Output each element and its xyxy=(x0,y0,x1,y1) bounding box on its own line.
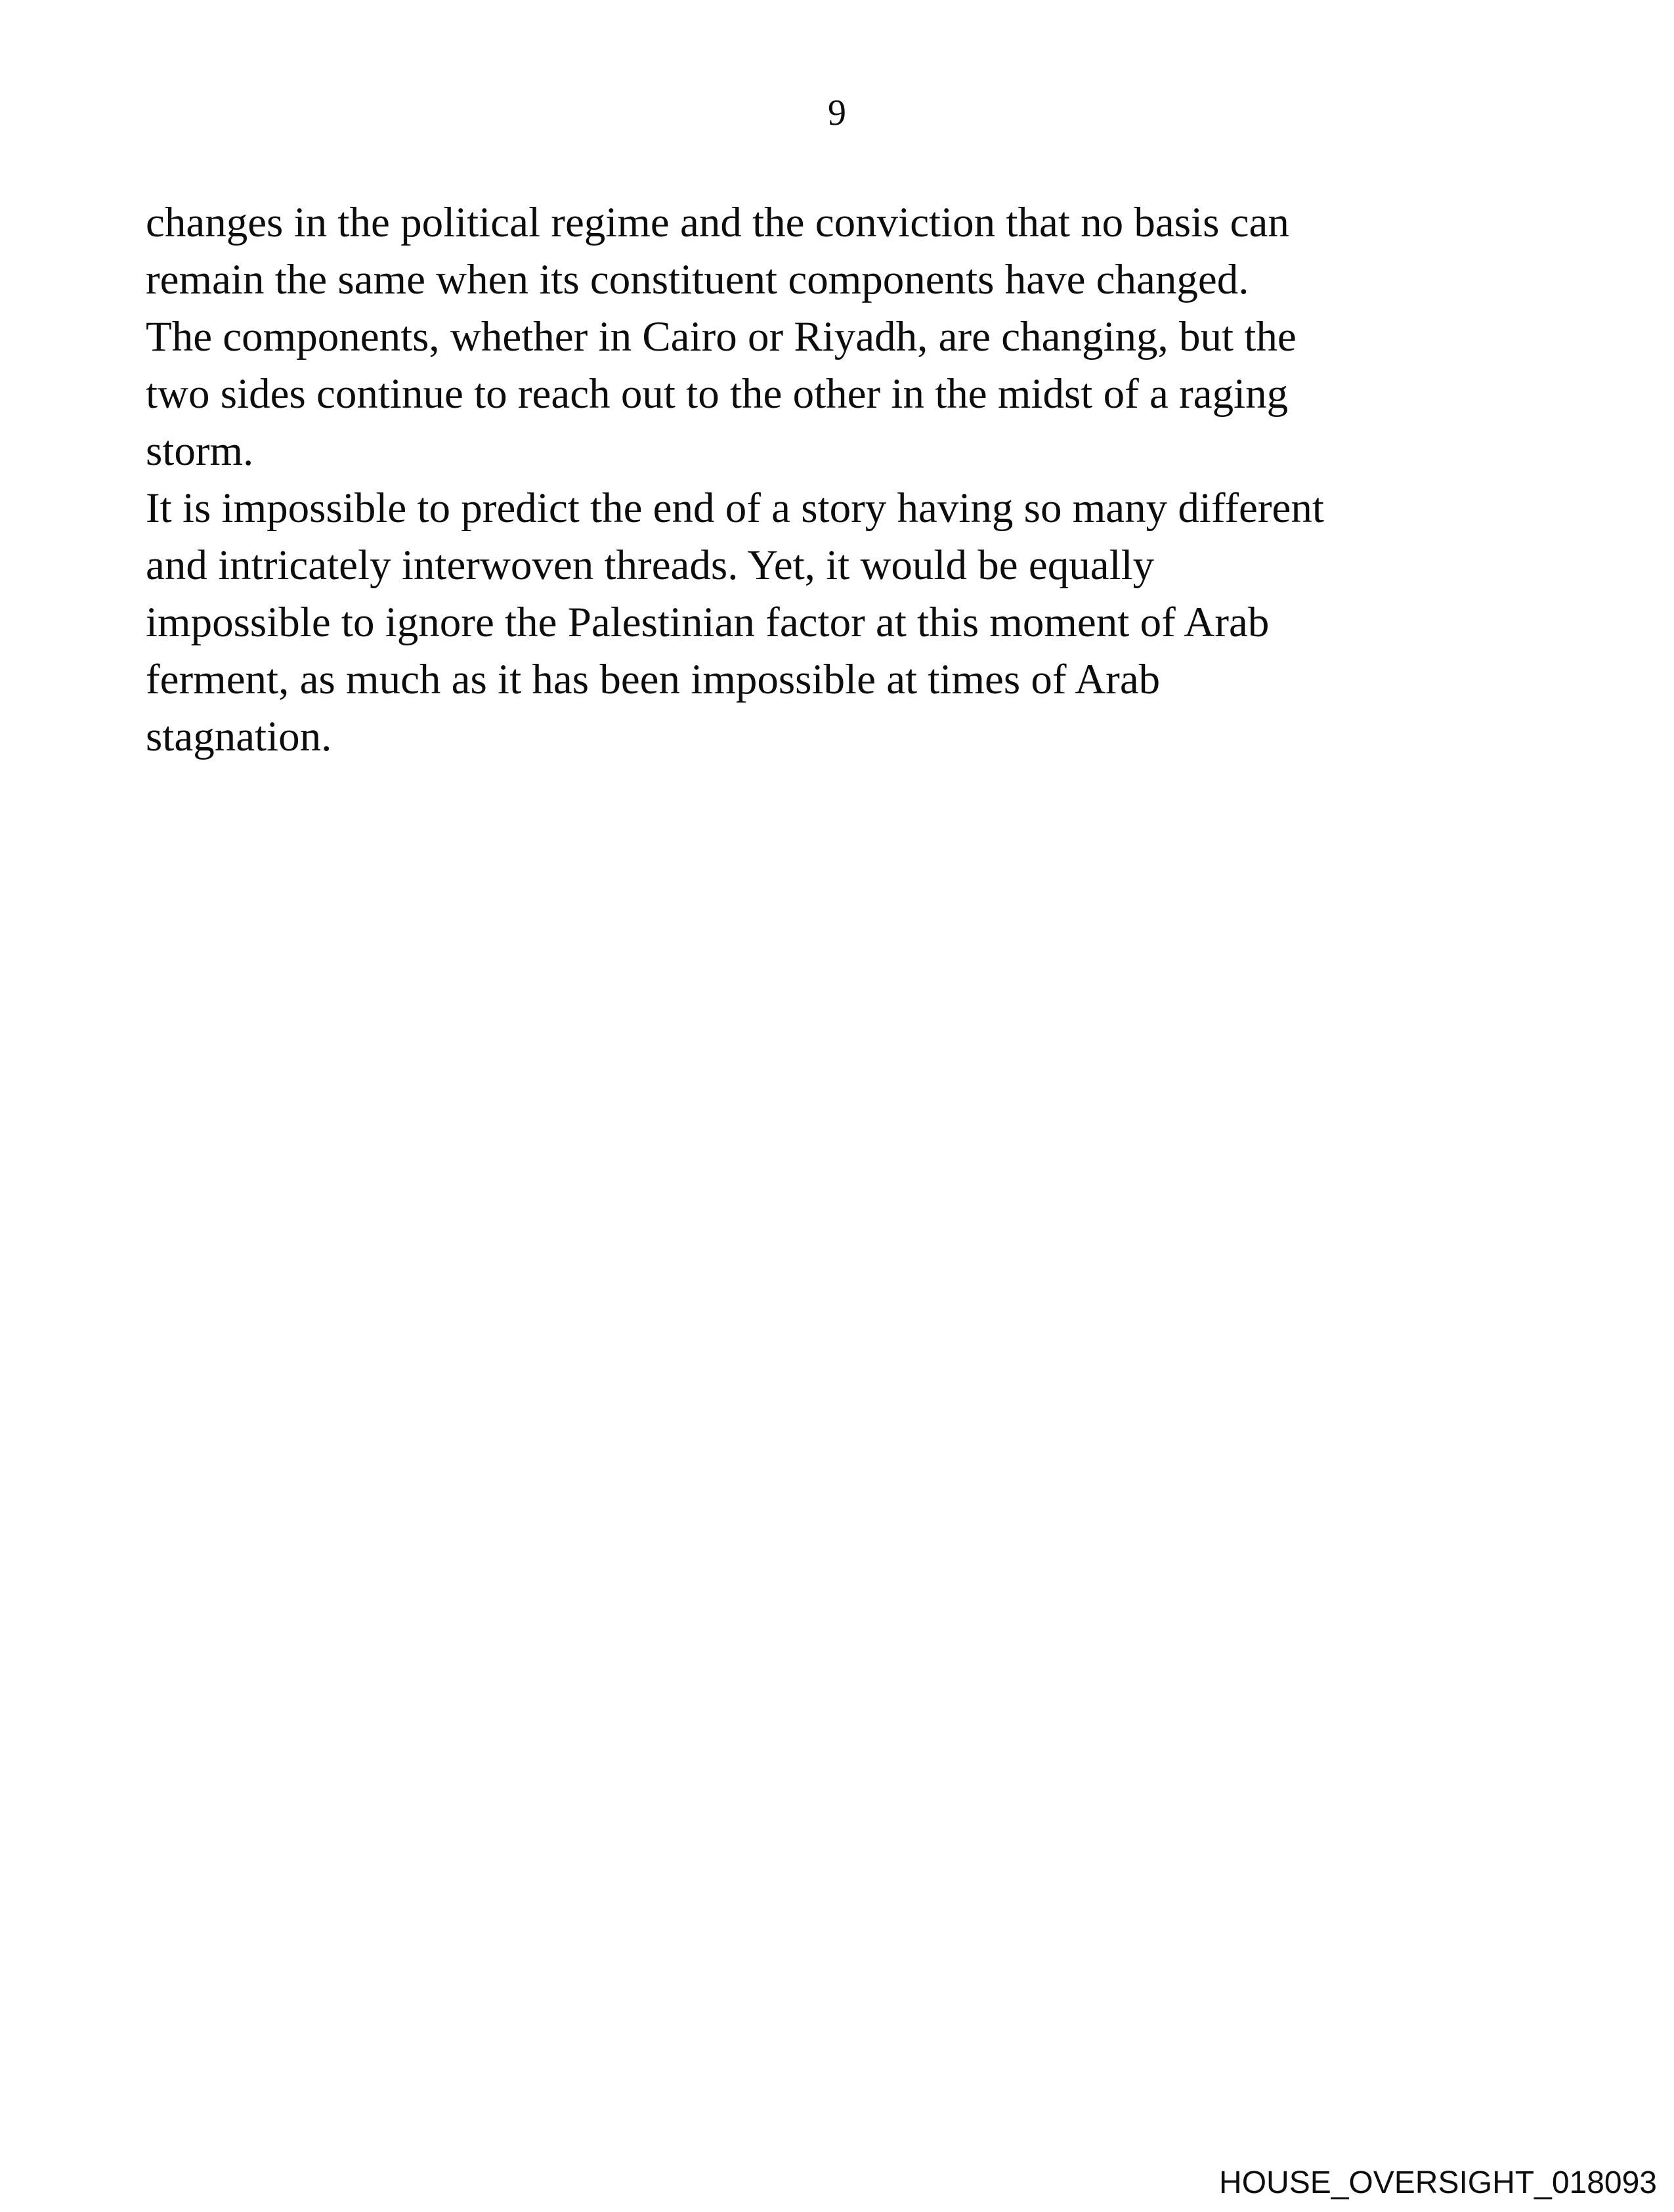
text-line: The components, whether in Cairo or Riyadh, are changing, but the xyxy=(146,313,1297,360)
body-text xyxy=(146,194,1629,766)
text-line: remain the same when its constituent components have changed. xyxy=(146,256,1249,303)
text-line: impossible to ignore the Palestinian factor at this moment of Arab xyxy=(146,599,1270,646)
page-number: 9 xyxy=(828,93,846,133)
text-line: changes in the political regime and the conviction that no basis can xyxy=(146,199,1289,246)
text-line: It is impossible to predict the end of a story having so many different xyxy=(146,485,1324,532)
text-line: storm. xyxy=(146,427,254,475)
text-line: two sides continue to reach out to the other in the midst of a raging xyxy=(146,370,1289,418)
bates-number: HOUSE_OVERSIGHT_018093 xyxy=(1219,2165,1657,2200)
text-line: stagnation. xyxy=(146,713,332,760)
text-line: and intricately interwoven threads. Yet, it would be equally xyxy=(146,542,1155,589)
text-line: ferment, as much as it has been impossible at times of Arab xyxy=(146,656,1161,703)
